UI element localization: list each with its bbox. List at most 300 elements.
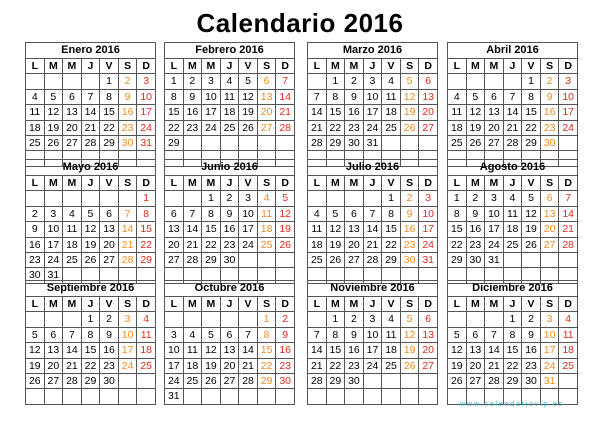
empty-cell bbox=[202, 389, 221, 404]
day-cell: 31 bbox=[485, 253, 504, 268]
day-cell: 26 bbox=[239, 121, 258, 136]
day-cell: 8 bbox=[504, 328, 523, 343]
day-cell: 17 bbox=[485, 222, 504, 237]
day-cell: 13 bbox=[63, 105, 82, 120]
day-cell: 12 bbox=[467, 105, 486, 120]
day-cell: 25 bbox=[504, 238, 523, 253]
day-cell: 20 bbox=[45, 359, 64, 374]
weekday-label: S bbox=[541, 59, 560, 74]
day-cell: 5 bbox=[401, 312, 420, 327]
day-cell: 15 bbox=[258, 343, 277, 358]
day-cell: 22 bbox=[202, 238, 221, 253]
day-cell: 17 bbox=[364, 343, 383, 358]
weekday-header-row bbox=[26, 297, 156, 312]
day-cell: 22 bbox=[448, 238, 467, 253]
day-cell: 10 bbox=[419, 207, 438, 222]
day-cell: 21 bbox=[184, 238, 203, 253]
day-cell: 13 bbox=[345, 222, 364, 237]
day-cell: 7 bbox=[364, 207, 383, 222]
empty-cell bbox=[26, 191, 45, 206]
day-cell: 26 bbox=[448, 374, 467, 389]
day-cell: 6 bbox=[419, 74, 438, 89]
day-cell: 11 bbox=[137, 328, 156, 343]
weekday-label: M bbox=[45, 59, 64, 74]
empty-cell bbox=[364, 191, 383, 206]
day-cell: 17 bbox=[119, 343, 138, 358]
day-cell: 10 bbox=[119, 328, 138, 343]
day-cell: 7 bbox=[239, 328, 258, 343]
day-cell: 19 bbox=[327, 238, 346, 253]
week-row bbox=[165, 105, 295, 120]
day-cell: 30 bbox=[345, 374, 364, 389]
empty-cell bbox=[382, 374, 401, 389]
day-cell: 7 bbox=[485, 328, 504, 343]
empty-cell bbox=[448, 74, 467, 89]
month-title: Octubre 2016 bbox=[165, 281, 295, 297]
day-cell: 1 bbox=[504, 312, 523, 327]
day-cell: 23 bbox=[119, 121, 138, 136]
weekday-label: M bbox=[184, 176, 203, 191]
week-row bbox=[308, 74, 438, 89]
week-row bbox=[26, 389, 156, 404]
week-row bbox=[448, 253, 578, 268]
week-row bbox=[165, 359, 295, 374]
week-row bbox=[26, 90, 156, 105]
day-cell: 2 bbox=[221, 191, 240, 206]
empty-cell bbox=[276, 389, 295, 404]
day-cell: 20 bbox=[485, 121, 504, 136]
day-cell: 11 bbox=[559, 328, 578, 343]
day-cell: 5 bbox=[202, 328, 221, 343]
day-cell: 4 bbox=[382, 312, 401, 327]
day-cell: 1 bbox=[202, 191, 221, 206]
day-cell: 12 bbox=[522, 207, 541, 222]
day-cell: 10 bbox=[559, 90, 578, 105]
day-cell: 10 bbox=[485, 207, 504, 222]
day-cell: 3 bbox=[485, 191, 504, 206]
day-cell: 18 bbox=[63, 238, 82, 253]
weekday-label: M bbox=[485, 59, 504, 74]
day-cell: 10 bbox=[364, 90, 383, 105]
page-title: Calendario 2016 bbox=[196, 8, 404, 38]
day-cell: 24 bbox=[45, 253, 64, 268]
day-cell: 19 bbox=[401, 105, 420, 120]
empty-cell bbox=[448, 312, 467, 327]
week-row bbox=[308, 222, 438, 237]
day-cell: 24 bbox=[485, 238, 504, 253]
day-cell: 25 bbox=[221, 121, 240, 136]
day-cell: 30 bbox=[345, 136, 364, 151]
empty-cell bbox=[63, 74, 82, 89]
day-cell: 20 bbox=[345, 238, 364, 253]
week-row bbox=[26, 253, 156, 268]
week-row bbox=[448, 207, 578, 222]
week-row bbox=[26, 343, 156, 358]
week-row bbox=[308, 90, 438, 105]
day-cell: 25 bbox=[184, 374, 203, 389]
day-cell: 2 bbox=[541, 74, 560, 89]
empty-cell bbox=[119, 389, 138, 404]
weekday-label: J bbox=[364, 297, 383, 312]
day-cell: 26 bbox=[45, 136, 64, 151]
day-cell: 11 bbox=[504, 207, 523, 222]
day-cell: 24 bbox=[119, 359, 138, 374]
weekday-header-row bbox=[308, 297, 438, 312]
empty-cell bbox=[401, 389, 420, 404]
month-block bbox=[164, 280, 295, 405]
weekday-label: L bbox=[165, 59, 184, 74]
weekday-label: J bbox=[504, 297, 523, 312]
month-block bbox=[307, 159, 438, 284]
week-row bbox=[165, 90, 295, 105]
week-row bbox=[448, 136, 578, 151]
month-block bbox=[307, 42, 438, 167]
weekday-label: S bbox=[119, 297, 138, 312]
day-cell: 7 bbox=[119, 207, 138, 222]
day-cell: 17 bbox=[364, 105, 383, 120]
day-cell: 21 bbox=[485, 359, 504, 374]
day-cell: 12 bbox=[82, 222, 101, 237]
day-cell: 9 bbox=[541, 90, 560, 105]
week-row bbox=[308, 328, 438, 343]
day-cell: 6 bbox=[258, 74, 277, 89]
day-cell: 20 bbox=[100, 238, 119, 253]
day-cell: 27 bbox=[419, 359, 438, 374]
weekday-header-row bbox=[165, 176, 295, 191]
day-cell: 16 bbox=[541, 105, 560, 120]
empty-cell bbox=[82, 191, 101, 206]
weekday-label: D bbox=[559, 59, 578, 74]
day-cell: 31 bbox=[137, 136, 156, 151]
day-cell: 24 bbox=[165, 374, 184, 389]
day-cell: 22 bbox=[522, 121, 541, 136]
empty-cell bbox=[364, 374, 383, 389]
weekday-label: L bbox=[308, 297, 327, 312]
day-cell: 29 bbox=[202, 253, 221, 268]
weekday-label: M bbox=[63, 176, 82, 191]
weekday-label: V bbox=[382, 297, 401, 312]
day-cell: 1 bbox=[448, 191, 467, 206]
day-cell: 9 bbox=[276, 328, 295, 343]
week-row bbox=[165, 136, 295, 151]
day-cell: 20 bbox=[467, 359, 486, 374]
day-cell: 19 bbox=[82, 238, 101, 253]
week-row bbox=[308, 343, 438, 358]
day-cell: 4 bbox=[258, 191, 277, 206]
weekday-label: M bbox=[327, 176, 346, 191]
day-cell: 8 bbox=[522, 90, 541, 105]
weekday-label: S bbox=[541, 297, 560, 312]
day-cell: 9 bbox=[345, 90, 364, 105]
day-cell: 20 bbox=[63, 121, 82, 136]
day-cell: 14 bbox=[184, 222, 203, 237]
weekday-label: L bbox=[165, 297, 184, 312]
empty-cell bbox=[239, 136, 258, 151]
day-cell: 15 bbox=[448, 222, 467, 237]
day-cell: 30 bbox=[401, 253, 420, 268]
day-cell: 12 bbox=[448, 343, 467, 358]
weekday-label: M bbox=[345, 176, 364, 191]
day-cell: 14 bbox=[504, 105, 523, 120]
day-cell: 11 bbox=[308, 222, 327, 237]
empty-cell bbox=[364, 389, 383, 404]
week-row bbox=[26, 359, 156, 374]
weekday-header-row bbox=[448, 59, 578, 74]
weekday-label: J bbox=[221, 59, 240, 74]
empty-cell bbox=[559, 253, 578, 268]
week-row bbox=[26, 222, 156, 237]
day-cell: 27 bbox=[345, 253, 364, 268]
day-cell: 28 bbox=[239, 374, 258, 389]
day-cell: 30 bbox=[276, 374, 295, 389]
day-cell: 11 bbox=[184, 343, 203, 358]
empty-cell bbox=[401, 374, 420, 389]
day-cell: 11 bbox=[221, 90, 240, 105]
week-row bbox=[165, 343, 295, 358]
empty-cell bbox=[276, 136, 295, 151]
weekday-label: M bbox=[467, 176, 486, 191]
week-row bbox=[308, 121, 438, 136]
day-cell: 2 bbox=[26, 207, 45, 222]
weekday-header-row bbox=[308, 59, 438, 74]
week-row bbox=[165, 312, 295, 327]
day-cell: 27 bbox=[100, 253, 119, 268]
weekday-label: M bbox=[184, 59, 203, 74]
week-row bbox=[26, 121, 156, 136]
day-cell: 30 bbox=[522, 374, 541, 389]
day-cell: 28 bbox=[308, 374, 327, 389]
week-row bbox=[26, 105, 156, 120]
day-cell: 30 bbox=[119, 136, 138, 151]
week-row bbox=[165, 222, 295, 237]
day-cell: 28 bbox=[119, 253, 138, 268]
day-cell: 27 bbox=[221, 374, 240, 389]
empty-cell bbox=[26, 312, 45, 327]
week-row bbox=[26, 238, 156, 253]
day-cell: 31 bbox=[45, 268, 64, 283]
day-cell: 19 bbox=[26, 359, 45, 374]
day-cell: 29 bbox=[327, 136, 346, 151]
day-cell: 12 bbox=[239, 90, 258, 105]
day-cell: 6 bbox=[419, 312, 438, 327]
day-cell: 8 bbox=[382, 207, 401, 222]
day-cell: 15 bbox=[522, 105, 541, 120]
empty-cell bbox=[63, 312, 82, 327]
empty-cell bbox=[327, 389, 346, 404]
day-cell: 16 bbox=[221, 222, 240, 237]
weekday-label: S bbox=[119, 59, 138, 74]
day-cell: 21 bbox=[559, 222, 578, 237]
day-cell: 21 bbox=[276, 105, 295, 120]
day-cell: 22 bbox=[327, 121, 346, 136]
empty-cell bbox=[239, 312, 258, 327]
day-cell: 27 bbox=[258, 121, 277, 136]
week-row bbox=[165, 389, 295, 404]
empty-cell bbox=[258, 136, 277, 151]
week-row bbox=[448, 105, 578, 120]
day-cell: 3 bbox=[239, 191, 258, 206]
empty-cell bbox=[221, 136, 240, 151]
month-title: Febrero 2016 bbox=[165, 43, 295, 59]
empty-cell bbox=[202, 312, 221, 327]
day-cell: 31 bbox=[419, 253, 438, 268]
day-cell: 16 bbox=[401, 222, 420, 237]
day-cell: 27 bbox=[419, 121, 438, 136]
weekday-label: M bbox=[184, 297, 203, 312]
empty-cell bbox=[100, 191, 119, 206]
day-cell: 25 bbox=[308, 253, 327, 268]
day-cell: 22 bbox=[382, 238, 401, 253]
weekday-label: J bbox=[82, 297, 101, 312]
day-cell: 24 bbox=[541, 359, 560, 374]
day-cell: 28 bbox=[63, 374, 82, 389]
day-cell: 14 bbox=[239, 343, 258, 358]
day-cell: 24 bbox=[364, 121, 383, 136]
day-cell: 4 bbox=[63, 207, 82, 222]
day-cell: 9 bbox=[345, 328, 364, 343]
day-cell: 3 bbox=[419, 191, 438, 206]
day-cell: 29 bbox=[522, 136, 541, 151]
week-row bbox=[308, 238, 438, 253]
day-cell: 7 bbox=[308, 90, 327, 105]
day-cell: 28 bbox=[485, 374, 504, 389]
week-row bbox=[448, 374, 578, 389]
day-cell: 30 bbox=[26, 268, 45, 283]
day-cell: 17 bbox=[541, 343, 560, 358]
day-cell: 8 bbox=[327, 328, 346, 343]
day-cell: 4 bbox=[448, 90, 467, 105]
month-block bbox=[447, 42, 578, 167]
week-row bbox=[308, 389, 438, 404]
day-cell: 30 bbox=[221, 253, 240, 268]
empty-cell bbox=[82, 74, 101, 89]
day-cell: 16 bbox=[276, 343, 295, 358]
weekday-label: M bbox=[45, 176, 64, 191]
day-cell: 21 bbox=[82, 121, 101, 136]
empty-cell bbox=[345, 191, 364, 206]
day-cell: 13 bbox=[100, 222, 119, 237]
weekday-label: D bbox=[559, 297, 578, 312]
day-cell: 15 bbox=[327, 343, 346, 358]
day-cell: 20 bbox=[165, 238, 184, 253]
day-cell: 23 bbox=[345, 359, 364, 374]
empty-cell bbox=[184, 389, 203, 404]
week-row bbox=[448, 328, 578, 343]
empty-cell bbox=[184, 191, 203, 206]
weekday-label: V bbox=[382, 59, 401, 74]
empty-cell bbox=[119, 374, 138, 389]
empty-cell bbox=[63, 191, 82, 206]
empty-cell bbox=[504, 253, 523, 268]
day-cell: 23 bbox=[276, 359, 295, 374]
day-cell: 27 bbox=[165, 253, 184, 268]
day-cell: 25 bbox=[448, 136, 467, 151]
day-cell: 21 bbox=[119, 238, 138, 253]
weekday-label: V bbox=[382, 176, 401, 191]
empty-cell bbox=[522, 253, 541, 268]
empty-cell bbox=[382, 389, 401, 404]
day-cell: 18 bbox=[221, 105, 240, 120]
weekday-label: M bbox=[327, 59, 346, 74]
empty-cell bbox=[100, 389, 119, 404]
week-row bbox=[26, 374, 156, 389]
empty-cell bbox=[137, 389, 156, 404]
day-cell: 13 bbox=[45, 343, 64, 358]
weekday-label: L bbox=[26, 59, 45, 74]
day-cell: 4 bbox=[559, 312, 578, 327]
day-cell: 16 bbox=[26, 238, 45, 253]
day-cell: 12 bbox=[327, 222, 346, 237]
footer-link[interactable]: www.calendariovip.es bbox=[459, 399, 564, 408]
month-block bbox=[25, 280, 156, 405]
day-cell: 7 bbox=[63, 328, 82, 343]
day-cell: 11 bbox=[63, 222, 82, 237]
weekday-label: L bbox=[308, 59, 327, 74]
weekday-header-row bbox=[165, 297, 295, 312]
day-cell: 7 bbox=[504, 90, 523, 105]
day-cell: 26 bbox=[467, 136, 486, 151]
day-cell: 7 bbox=[559, 191, 578, 206]
day-cell: 8 bbox=[202, 207, 221, 222]
day-cell: 6 bbox=[221, 328, 240, 343]
week-row bbox=[308, 136, 438, 151]
day-cell: 2 bbox=[522, 312, 541, 327]
day-cell: 18 bbox=[184, 359, 203, 374]
day-cell: 13 bbox=[221, 343, 240, 358]
day-cell: 4 bbox=[382, 74, 401, 89]
day-cell: 11 bbox=[382, 90, 401, 105]
weekday-label: V bbox=[522, 297, 541, 312]
day-cell: 18 bbox=[448, 121, 467, 136]
day-cell: 9 bbox=[119, 90, 138, 105]
day-cell: 10 bbox=[239, 207, 258, 222]
week-row bbox=[308, 253, 438, 268]
day-cell: 15 bbox=[137, 222, 156, 237]
day-cell: 24 bbox=[559, 121, 578, 136]
day-cell: 25 bbox=[258, 238, 277, 253]
weekday-label: L bbox=[448, 176, 467, 191]
week-row bbox=[165, 253, 295, 268]
day-cell: 3 bbox=[559, 74, 578, 89]
day-cell: 17 bbox=[239, 222, 258, 237]
day-cell: 28 bbox=[504, 136, 523, 151]
empty-cell bbox=[559, 136, 578, 151]
weekday-label: M bbox=[63, 297, 82, 312]
day-cell: 4 bbox=[26, 90, 45, 105]
day-cell: 14 bbox=[119, 222, 138, 237]
day-cell: 26 bbox=[401, 121, 420, 136]
day-cell: 15 bbox=[382, 222, 401, 237]
weekday-label: M bbox=[485, 297, 504, 312]
week-row bbox=[26, 207, 156, 222]
day-cell: 21 bbox=[308, 359, 327, 374]
day-cell: 1 bbox=[258, 312, 277, 327]
day-cell: 13 bbox=[541, 207, 560, 222]
empty-cell bbox=[45, 191, 64, 206]
day-cell: 17 bbox=[137, 105, 156, 120]
day-cell: 23 bbox=[345, 121, 364, 136]
empty-cell bbox=[504, 74, 523, 89]
empty-cell bbox=[45, 312, 64, 327]
day-cell: 19 bbox=[522, 222, 541, 237]
weekday-label: J bbox=[364, 59, 383, 74]
day-cell: 29 bbox=[258, 374, 277, 389]
day-cell: 29 bbox=[448, 253, 467, 268]
day-cell: 9 bbox=[184, 90, 203, 105]
day-cell: 25 bbox=[63, 253, 82, 268]
day-cell: 5 bbox=[45, 90, 64, 105]
week-row bbox=[448, 191, 578, 206]
